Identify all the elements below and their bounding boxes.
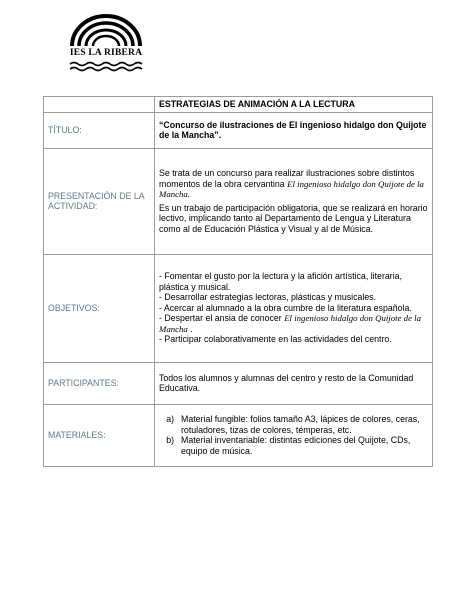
presentacion-text: Se trata de un concurso para realizar ilustraciones sobre distintos momentos de la obra cervantina	[159, 168, 415, 189]
quijote-title: El ingenioso hidalgo don Quijote de la Mancha	[159, 313, 422, 334]
titulo-row	[44, 112, 433, 148]
material-item: a. Material fungible: folios tamaño A3, lápices de colores, ceras, rotuladores, tizas de colores, témperas, etc.	[179, 414, 428, 435]
objetivo-end: .	[187, 323, 193, 334]
titulo-label: TÍTULO:	[44, 112, 155, 148]
presentacion-paragraph-2: Es un trabajo de participación obligatoria, que se realizará en horario lectivo, implicando tanto al Departamento de Lengua y Literatura como al de Educación Plástica y Visual y al de Música.	[159, 202, 428, 234]
objetivo-text: - Despertar el ansia de conocer	[159, 313, 285, 324]
titulo-value: “Concurso de ilustraciones de El ingenioso hidalgo don Quijote de la Mancha”.	[155, 112, 433, 148]
presentacion-label: PRESENTACIÓN DE LA ACTIVIDAD:	[44, 148, 155, 254]
presentacion-value	[155, 148, 433, 254]
participantes-row	[44, 362, 433, 404]
school-logo	[66, 14, 146, 74]
logo-text: IES LA RIBERA	[69, 48, 143, 58]
objetivo-item	[159, 313, 428, 334]
objetivo-item: - Acercar al alumnado a la obra cumbre de la literatura española.	[159, 302, 412, 313]
header-row	[44, 97, 433, 113]
objetivo-item: - Desarrollar estrategias lectoras, plásticas y musicales.	[159, 292, 377, 303]
material-item: b. Material inventariable: distintas ediciones del Quijote, CDs, equipo de música.	[179, 435, 428, 456]
presentacion-row	[44, 148, 433, 254]
objetivo-item: - Fomentar el gusto por la lectura y la afición artística, literaria, plástica y musical.	[159, 271, 402, 292]
rainbow-river-icon	[66, 14, 146, 74]
materiales-value	[155, 404, 433, 466]
participantes-value: Todos los alumnos y alumnas del centro y resto de la Comunidad Educativa.	[155, 362, 433, 404]
presentacion-paragraph-1	[159, 168, 428, 200]
materiales-label: MATERIALES:	[44, 404, 155, 466]
materiales-list	[159, 414, 428, 456]
objetivos-row	[44, 254, 433, 362]
materiales-row	[44, 404, 433, 466]
participantes-label: PARTICIPANTES:	[44, 362, 155, 404]
table-heading: ESTRATEGIAS DE ANIMACIÓN A LA LECTURA	[155, 97, 433, 113]
header-empty-cell	[44, 97, 155, 113]
objetivo-item: - Participar colaborativamente en las actividades del centro.	[159, 334, 392, 345]
objetivos-value	[155, 254, 433, 362]
objetivos-label: OBJETIVOS:	[44, 254, 155, 362]
quijote-title: El ingenioso hidalgo don Quijote de la Mancha.	[159, 178, 424, 199]
activity-table	[43, 96, 433, 467]
